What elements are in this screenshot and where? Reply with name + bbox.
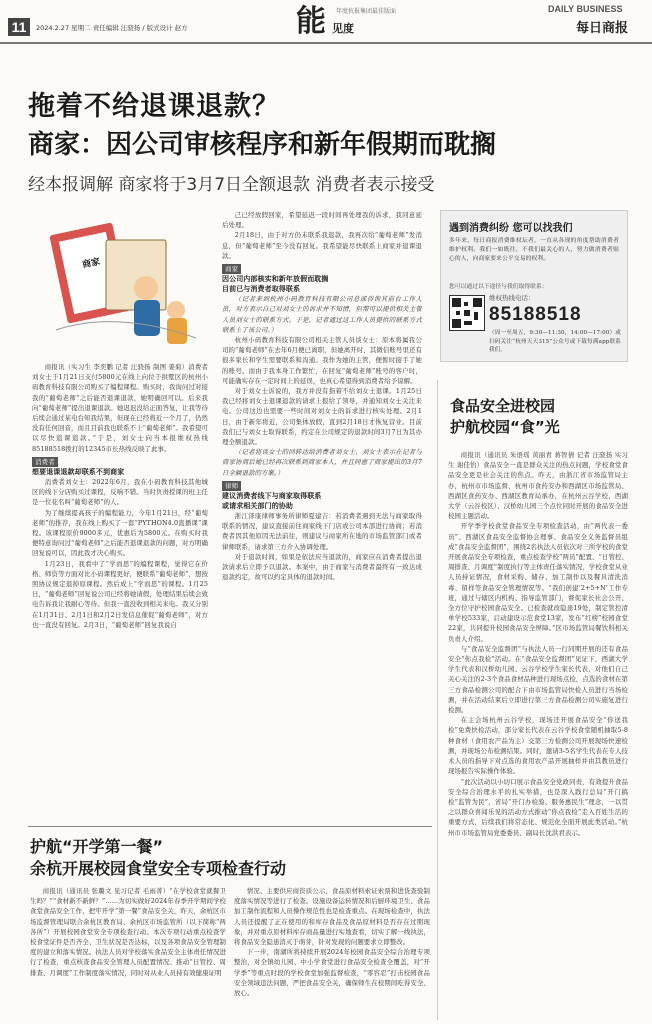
lead-subheadline: 经本报调解 商家将于3月7日全额退款 消费者表示接受 — [28, 175, 435, 195]
hotline-number[interactable]: 85188518 — [489, 304, 582, 325]
tag-lawyer: 律师 — [222, 481, 422, 491]
lead-paragraph: 1月23日，我看中了“学而思”的编程课程，觉得它在价格、师资等方面对比小码课程更好，便联系“葡萄老师”，想按照协议规定退掉原课程。然后成上“学而思”的课程。1月25日，“葡萄老师”回复说公司已经将她请假，处理结果后续会致电告诉我让我耐心等待。但我一直没收到相关来电。我又分别在1月31日、2月1日和2月2日发信息催促“葡萄老师”，对方也一直没有回复。2月3日，“葡萄老师”回复我说自 — [32, 559, 208, 629]
section-big-char: 能 — [296, 4, 326, 39]
lead-paragraph: 2月18日，由于对方仍未联系我退款，我再次给“葡萄老师”发消息，但“葡萄老师”至今没有回复。我希望能尽快联系上商家并退课退款。 — [222, 231, 422, 260]
qr-code[interactable] — [449, 295, 485, 331]
food-safety-paragraph: 开学季学校食堂食品安全专项检查活动，由“两代表一委员”、西湖区食品安全监督协会理事、食品安全义务监督员组成“食品安全监督团”，围绕2名执法人员依次对三所学校的食堂开展食品安全专项检查，重点检查学校“两员”配置、“日管控、周排查、月调度”制度执行等主体责任落实情况，学校食堂从业人员持证情况，食材采购、储存、加工制作以及餐具清洗消毒、留样等食品安全管理情况等。“我们创建‘2+5+N’工作专班，通过与辖区内机构、指导监管部门，督促家长社会公开、全方位守护校园食品安全。已检查就改隐患19处，制定管控清单学校533家，启动建设示范食堂13家，发布“红榜”校园食堂22家，共同提升校园食品安全屏障。”区市场监管局餐饮科相关负责人介绍。 — [448, 522, 628, 643]
food-safety-paragraph: 商报讯（通讯员 朱语瑶 黄丽青 蒋智倩 记者 汪骁扬 实习生 谢佳怡）食品安全一直是群众关注的热点问题，学校食堂食品安全更是社会关注的焦点。昨天，由浙江省市场监管局主办，杭州市市场监督、杭州市食药安办和西湖区市场监管局、西湖区食药安办、西湖区教育局承办，在杭州云谷学校、西湖大学（云谷校区）、汉桥幼儿园三个点位同时开展的食品安全进校园主题活动。 — [448, 451, 628, 521]
lead-paragraph: 对于刘女士诉说的，我方并没有指着不给刘女士退课。1月25日我已经将刘女士退课退款的请求上报给了领导，并通知刘女士关注来电。公司这边也需要一些时间对刘女士的诉求进行核实处理。2月1日，由于新年将近，公司集体放假，直到2月18日才恢复营业。目前我们已与刘女士取得联系，约定在公司规定的退款时间3月7日为其办理全额退款。 — [222, 387, 422, 447]
canteen-col1 — [30, 886, 226, 1018]
section-divider — [28, 826, 432, 827]
tag-consumer: 消费者 — [32, 457, 208, 467]
canteen-paragraph: 情况、主要供应商资质公示、食品原材料索证索票和进货查验制度落实情况等进行了检查。设施设备运转情况和后厨环境卫生、食品加工制作流程和人员操作规范性也是检查重点。在现场检查中，执法人员还提醒了正在使用的和库存食品及食品原材料是否存在过期现象，并对重点原材料库存商品量进行实地查看，切实了解一线执法，将食品安全隐患消灭于萌芽，针对发现的问题要求立即整改。 — [234, 887, 430, 947]
column-divider — [437, 380, 438, 1020]
subhead-lawyer-2: 或请求相关部门的协助 — [222, 502, 293, 511]
cartoon-illustration — [36, 210, 206, 360]
masthead — [0, 0, 652, 46]
canteen-paragraph: 下一步，南湖所将持续开展2024年校园食品安全综合治理专项整治，对全镇幼儿园、中小学食堂进行食品安全检查全覆盖，对“开学季”等重点时段的学校食堂加强监督检查，“零容忍”打击校园食品安全领域违法问题，严把食品安全关，确保师生在校期间吃得安全、放心。 — [234, 948, 430, 998]
reporter-note: （记者将谈女士的回转达给消费者刘女士，刘女士表示在记者与商家协商后她已经再次联系到商家本人，并且同意了商家提出的3月7日全额退款的方案。） — [222, 448, 422, 477]
canteen-headline-2: 余杭开展校园食堂安全专项检查行动 — [30, 859, 287, 878]
section-name: 见度 — [332, 22, 354, 35]
hotline-title: 遇到消费纠纷 您可以找我们 — [449, 223, 573, 234]
canteen-paragraph: 商报讯（通讯员 张璐文 见习记者 毛雨菁）“在学校食堂就餐卫生吗？”“食材新不新鲜？”……为切实做好2024年春季开学期间学校食堂食品安全工作，把牢开学“第一餐”食品安全关，昨天，余杭区市场监督管理局联合余杭区教育局、余杭区市场监管所（以下简称“两各所”）开展校园食堂安全专项检查行动。本次专项行动重点检查学校食堂证件是否齐全、卫生状况是否达标，以及各项食品安全管理制度的建立和落实情况。执法人员对学校落实食品安全主体责任情况进行了检查，重点核查食品安全管理人员配置情况、推动“日管控、周排查、月调度”工作制度落实情况，同时对从业人员持有效健康证明 — [30, 887, 226, 977]
hotline-intro: 多年来，每日商报消费维权坛者，一直从各现的角度帮助消费者维护权利。我们一如既往，不我们最关心的人，努力做消费者贴心的人，向商家要来公平交易的权利。 — [449, 238, 619, 262]
hotline-number-label: 维权热线电话： — [489, 294, 535, 302]
hotline-prompt: 您可以通过以下途径与我们取得联系： — [449, 284, 548, 290]
subhead-merchant-2: 目前已与消费者取得联系 — [222, 285, 301, 294]
subhead-lawyer-1: 建议消费者线下与商家取得联系 — [222, 492, 322, 501]
illustration-label: 商家 — [81, 257, 102, 271]
brand-cn: 每日商报 — [576, 21, 629, 36]
canteen-headline-1: 护航“开学第一餐” — [30, 837, 164, 856]
date-info: 2024.2.27 星期二 责任编辑 汪骁扬 / 版式设计 赵方 — [36, 24, 188, 32]
qr-code-icon — [450, 296, 484, 330]
page-number-badge: 11 — [8, 18, 30, 36]
lead-col2 — [222, 210, 422, 822]
reporter-note: （记者来到杭州小码教育科技有限公司总部咨询其前台工作人员，对方表示自己对刘女士的诉求并不知情，但帮可以提供相关主管人员刘女士的联系方式。于是，记者通过这工作人员提供的联系方式联系上了该公司。） — [222, 295, 422, 334]
food-safety-paragraph: “此次活动以小切口展示食品安全党政同责，有效提升食品安全综合治理水平的扎实举措，也是深入践行总局“开门搞检”监管为民”，省局“开门办检验、服务惠民生”理念，一以贯之以群众喜闻乐见的活动方式推动“你点我检”走入百姓生活的重要方式，后续我们将常态化、规范化全面开展此类活动。”杭州市市场监管局党委委员、副局长沈洪君表示。 — [448, 777, 628, 837]
lead-paragraph: 为了继续提高孩子的编程能力，今年1月21日，经“葡萄老师”的推荐，我在线上购买了一套“PYTHON4.0直播课”课程。该课程原价9000多元，优惠后为5800元。在购买时我便特意询问过“葡萄老师”之后能否退课退款的问题，对方明确回复说可以，因此我才决心购买。 — [32, 508, 208, 558]
illustration — [36, 210, 206, 360]
lead-paragraph: 商报讯（实习生 李奕鹏 记者 汪骁扬 制图 姜菊）消费者刘女士于1月21日支付5800元在线上向位于拱墅区的杭州小码教育科技有限公司购买了编程课程。购买时，我询问过对接我的“葡萄老师”之后能否退课退款，她明确回可以。后来我向“葡萄老师”提出退课退款。她迟迟没给正面答复，让我等待后续会通过某电台知我结果，但现在已经将近一个月了，仍然没有任何回音，而且目前我也联系不上“葡萄老师”。我希望可以尽快退课退款。”于是，刘女士向当本报维权热线85188518拨打的12345市长热线反映了此事。 — [32, 363, 208, 453]
lead-paragraph: 杭州小码教育科技有限公司相关主管人员谈女士：原本将属我公司的“葡萄老师”在去年6月便已离职，但她离开时，其微信账号里还有很多家长和学生需要联系和沟通。我作为她的主管，便暂时接手了她的账号。而由于我本身工作繁忙，在回复“葡萄老师”账号的客户时，可能确实存在一定时间上的延误，也真心希望得到消费者给予谅解。 — [222, 336, 422, 385]
food-safety-body — [448, 450, 628, 1016]
lead-col1 — [32, 362, 208, 822]
lead-headline-2: 商家：因公司审核程序和新年假期而耽搁 — [28, 130, 497, 160]
canteen-col2 — [234, 886, 430, 1018]
hotline-hours: （周一至周五，9:30—11:30，14:00—17:00）或扫码关注“杭州天天315”公众号或下载每满app联系我们。 — [489, 330, 621, 353]
lead-paragraph: 对于退款时间，如果是依法应当退款的，商家应在消费者提出退款请求后立即予以退款。本案中，由于商家与消费者最终有一致达成退款约定，故可以约定具体的退款时间。 — [222, 552, 422, 582]
tag-merchant: 商家 — [222, 264, 422, 274]
food-safety-paragraph: 在主会场杭州云谷学校，现场还开展食品安全“你送我检”免费快检活动，部分家长代表在云谷学校食堂随机抽取5-8种食材（食用农产品为主）交第三方检测公司开展现场快速检测，并现场公布检测结果。同时，邀请3-5名学生代表在专人技术人员的指导下对点选的食用农产品开展抽样并由其教员进行现场报告实际操作体验。 — [448, 716, 628, 776]
slogan: 年度杭报集团最佳版面 — [336, 8, 397, 15]
lead-paragraph: 己已经放假回家，希望延迟一段时间再处理我的诉求，我同意延后处理。 — [222, 211, 422, 230]
lead-headline-1: 拖着不给退课退款？ — [28, 91, 280, 122]
masthead-divider — [0, 42, 652, 44]
lead-paragraph: 消费者刘女士：2022年6月，我在小码教育科技其他城区的线下分店购买过课程，反响不错。当时负责授课的班主任是一位花名叫“葡萄老师”的人。 — [32, 478, 208, 507]
brand-en: DAILY BUSINESS — [548, 4, 623, 14]
subhead-consumer: 想要退课退款却联系不到商家 — [32, 468, 125, 477]
food-safety-paragraph: 与“食品安全监督团”与执法人员一行同期开展的还有食品安全“你点我检”活动。在“食品安全监督团”见证下，西湖大学学生代表和汉桥幼儿园、云谷学校学生家长代表，对他们自己关心关注的2-3个食品食材品种进行现场点检，点选的食材在第三方食品检测公司的配合下由市场监管局快检人员进行当场检测，并在活动结束后立即进行第三方食品检测公司实施复进行检测。 — [448, 644, 628, 715]
food-safety-headline-1: 食品安全进校园 — [450, 397, 556, 415]
lead-paragraph: 浙江泽康律师事务所律师夏建吉：若消费者遇到无法与商家取得联系的情况，建议直接前往商家线下门店或公司本部进行协商；若消费者因其他原因无法前往，则建议与商家所在地的市场监管部门或者律师联系，请求第三方介入协调处理。 — [222, 512, 422, 551]
hotline-box — [440, 210, 628, 362]
food-safety-headline-2: 护航校园“食”光 — [450, 418, 560, 436]
subhead-merchant-1: 因公司内部核实和新年放假而耽搁 — [222, 275, 329, 284]
